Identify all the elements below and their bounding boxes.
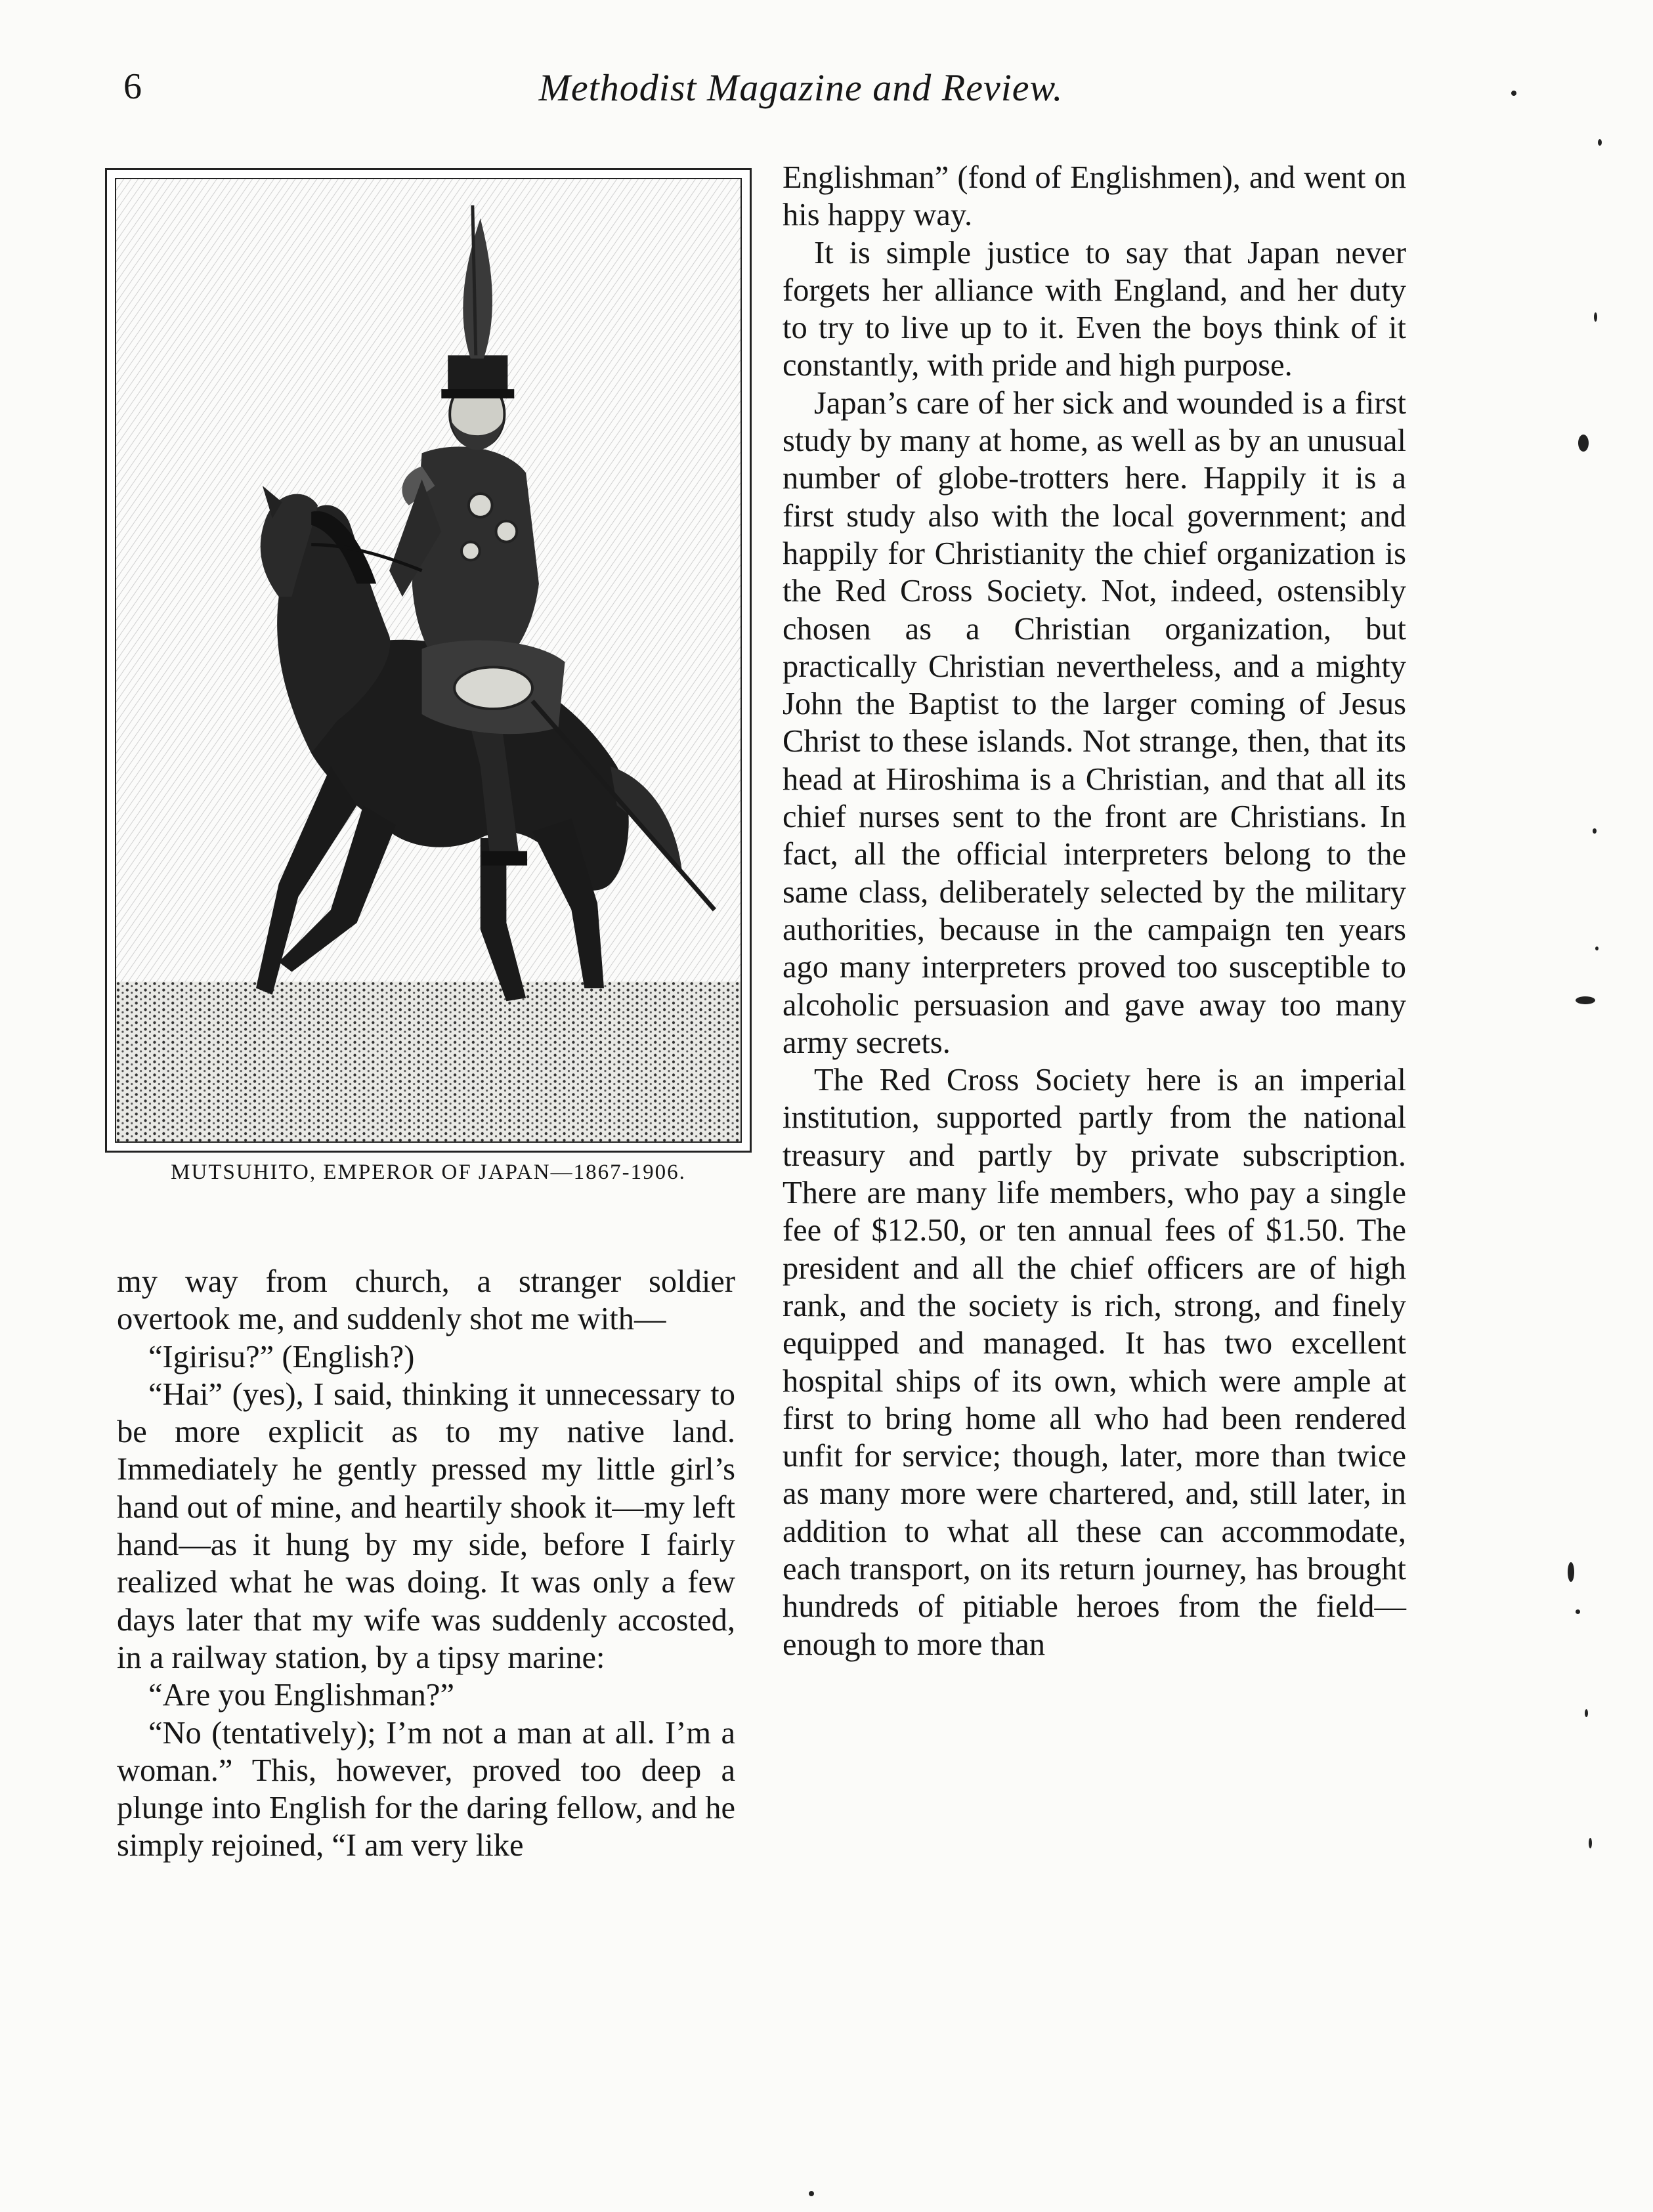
scan-speck [1585,1709,1588,1717]
scan-speck [1578,435,1589,452]
scan-speck [1589,1838,1592,1848]
left-paragraph: my way from church, a stranger soldier overtook me, and suddenly shot me with— [117,1264,735,1337]
left-paragraph: “Igirisu?” (English?) [148,1339,415,1374]
right-paragraph: It is simple justice to say that Japan never forgets her alliance with England, and her duty to try to live up to it. Even the boys think of it constantly, with pride and high purpose. [783,235,1406,383]
left-paragraph: “Are you Englishman?” [148,1678,454,1713]
running-title: Methodist Magazine and Review. [538,66,1063,109]
scan-speck [1595,946,1599,950]
left-paragraph: “Hai” (yes), I said, thinking it unnecessary to be more explicit as to my native land. Immediately he gently pressed my little girl’s hand out of mine, and heartily shook it—my left hand—as it hung by my side, before I fairly realized what he was doing. It was only a few days later that my wife was suddenly accosted, in a railway station, by a tipsy marine: [117,1376,735,1675]
left-column [117,1263,735,1865]
emperor-illustration [105,168,752,1153]
right-paragraph: Englishman” (fond of Englishmen), and went on his happy way. [783,160,1406,233]
scan-speck [1598,139,1602,146]
right-paragraph: Japan’s care of her sick and wounded is a first study by many at home, as well as by an unusual number of globe-trotters here. Happily it is a first study also with the local government; and happily for Christianity the chief organization is the Red Cross Society. Not, indeed, ostensibly chosen as a Christian organization, but practically Christian nevertheless, and a mighty John the Baptist to the larger coming of Jesus Christ to these islands. Not strange, then, that its head at Hiroshima is a Christian, and that all its chief nurses sent to the front are Christians. In fact, all the official interpreters belong to the same class, deliberately selected by the military authorities, because in the campaign ten years ago many interpreters proved too susceptible to alcoholic persuasion and gave away too many army secrets. [783,385,1406,1060]
scan-speck [1568,1562,1574,1582]
horseman-engraving [116,179,741,1141]
figure-caption: MUTSUHITO, EMPEROR OF JAPAN—1867-1906. [171,1160,686,1184]
scan-speck [809,2191,814,2196]
scan-speck [1576,996,1595,1004]
page-header [0,66,1653,125]
left-paragraph: “No (tentatively); I’m not a man at all. I’m a woman.” This, however, proved too deep a plunge into English for the daring fellow, and he simply rejoined, “I am very like [117,1715,735,1863]
right-paragraph: The Red Cross Society here is an imperial institution, supported partly from the national treasury and partly by private subscription. There are many life members, who pay a single fee of $12.50, or ten annual fees of $1.50. The president and all the chief officers are of high rank, and the society is rich, strong, and finely equipped and managed. It has two excellent hospital ships of its own, which were ample at first to bring home all who had been rendered unfit for service; though, later, more than twice as many more were chartered, and, still later, in addition to what all these can accommodate, each transport, on its return journey, has brought hundreds of pitiable heroes from the field—enough to more than [783,1063,1406,1662]
right-column [783,159,1406,1663]
scan-speck [1576,1609,1580,1614]
scan-speck [1511,91,1516,96]
scan-speck [1594,312,1597,322]
page-number: 6 [123,66,142,107]
scan-speck [1593,828,1597,834]
illustration-frame [115,178,742,1143]
